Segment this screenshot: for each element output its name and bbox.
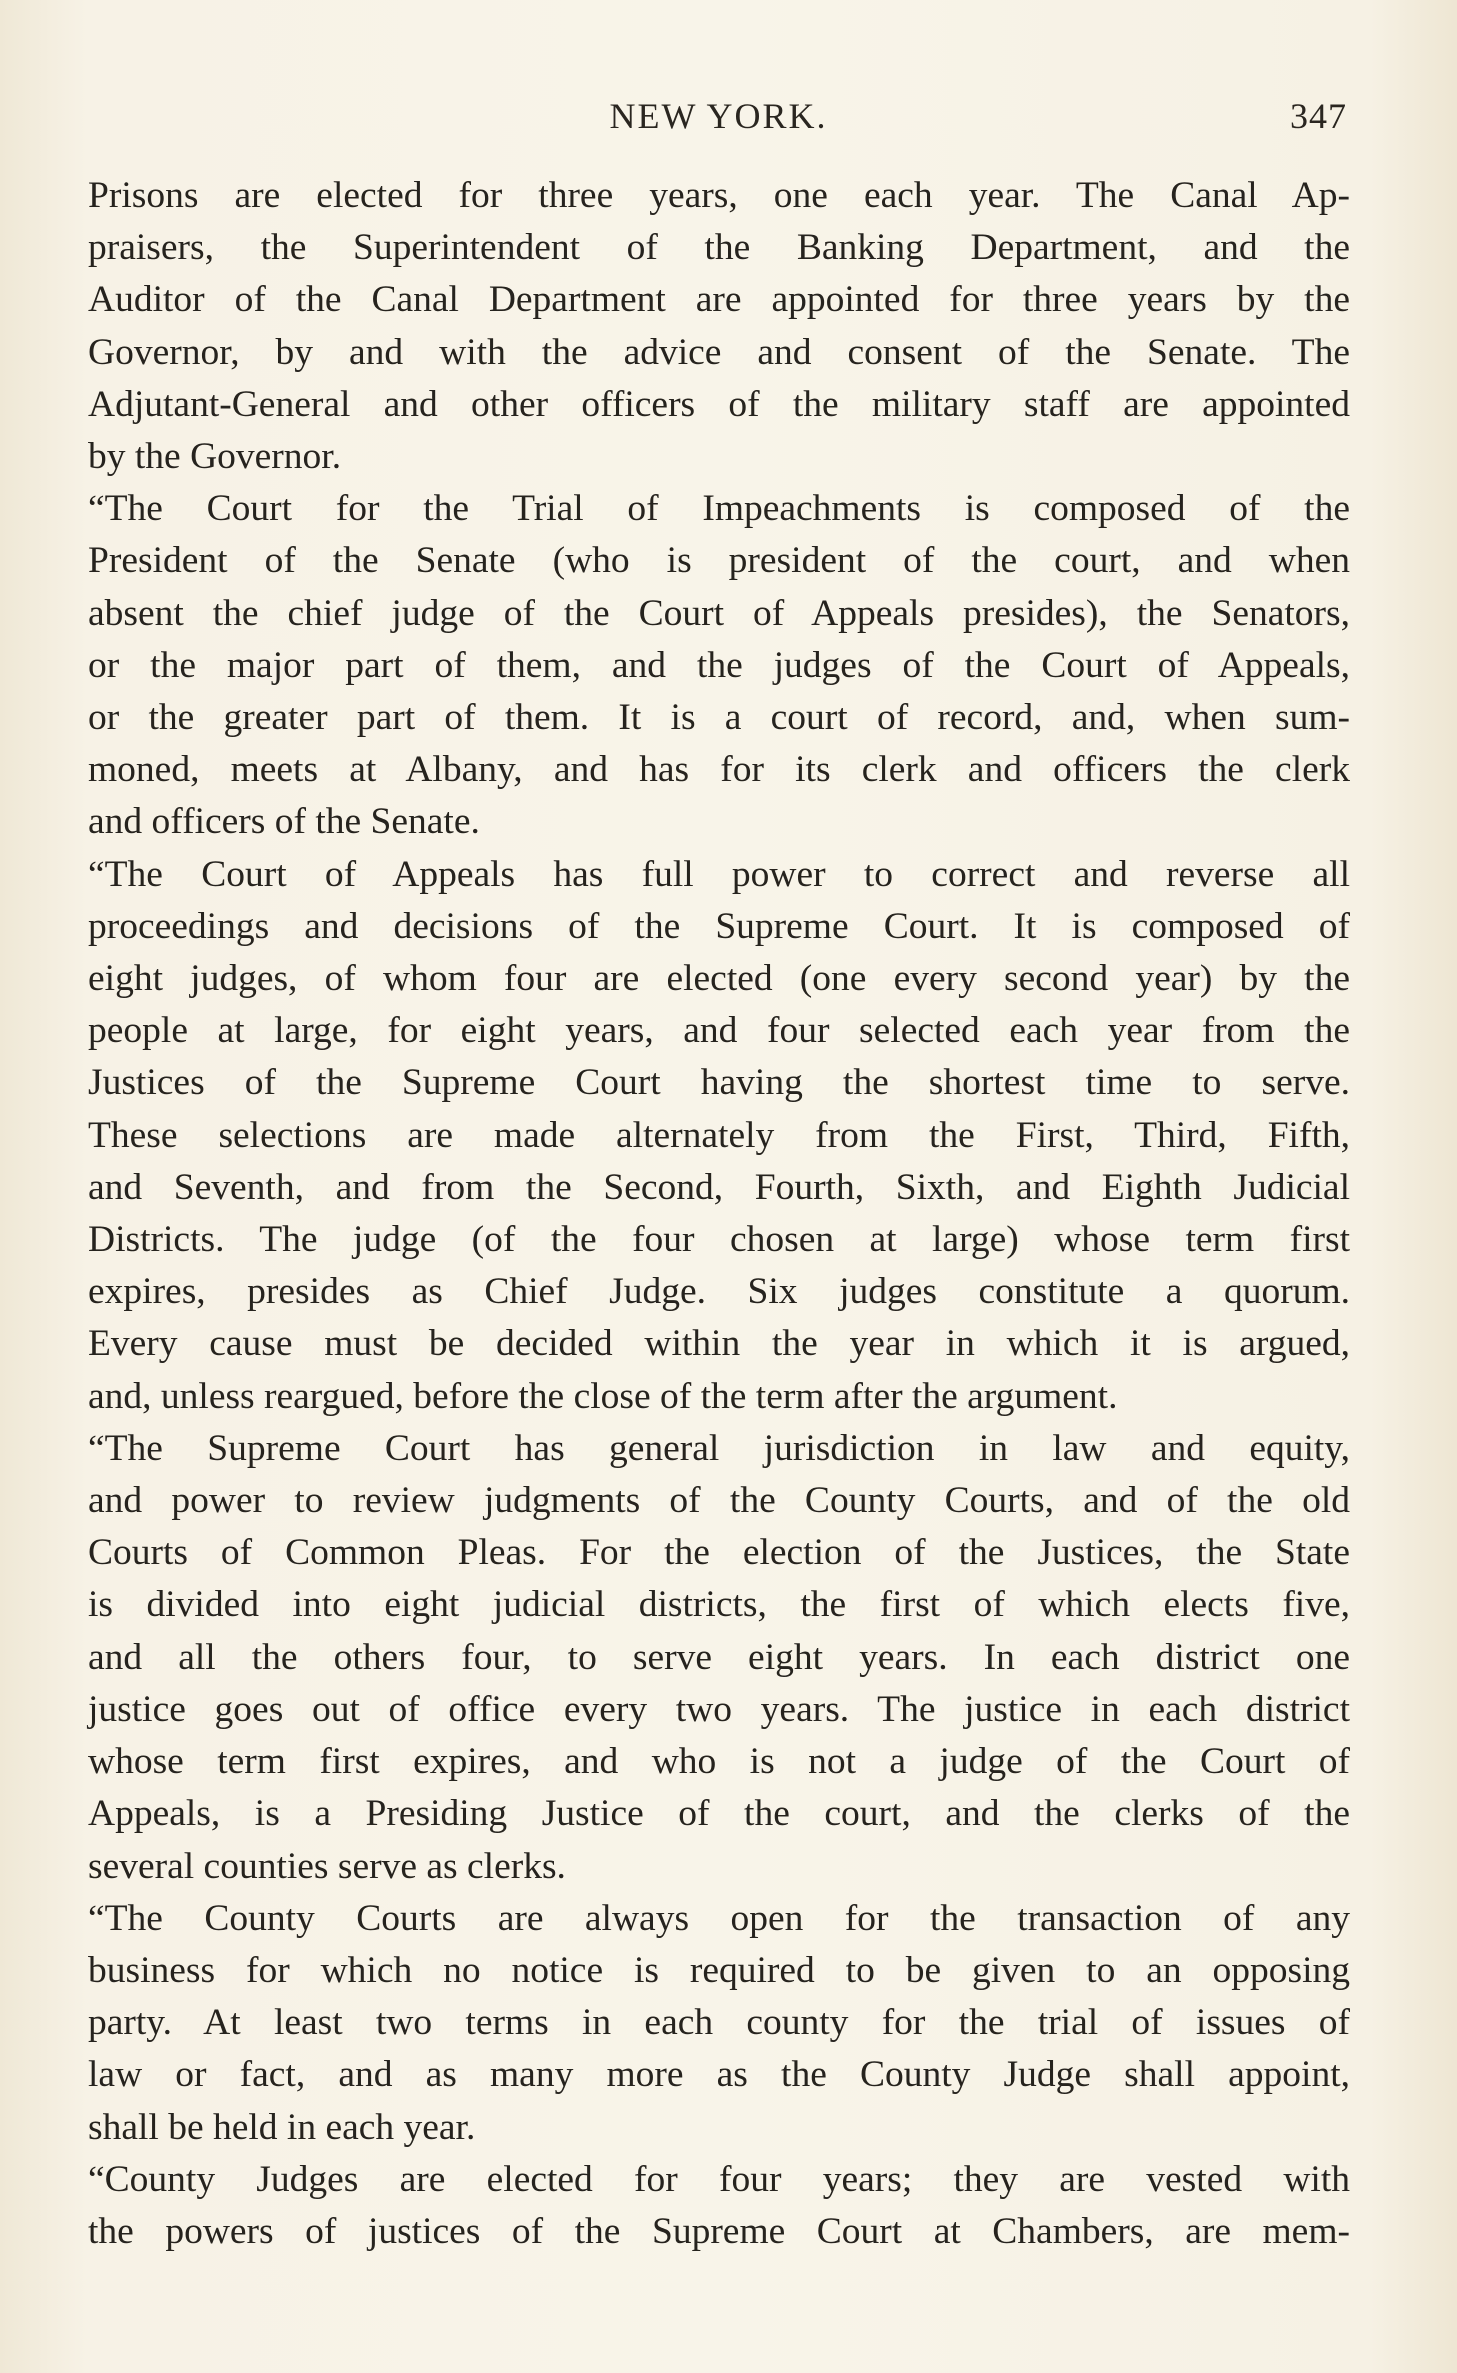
text-line: is divided into eight judicial districts, the first of which elects five, bbox=[88, 1584, 1350, 1626]
text-line: These selections are made alternately from the First, Third, Fifth, bbox=[88, 1114, 1350, 1156]
text-line: Auditor of the Canal Department are appointed for three years by the bbox=[88, 279, 1350, 321]
text-line: and, unless reargued, before the close of the term after the argument. bbox=[88, 1375, 1118, 1417]
text-line: shall be held in each year. bbox=[88, 2106, 476, 2148]
text-line: “The County Courts are always open for the transaction of any bbox=[88, 1897, 1350, 1939]
text-line: praisers, the Superintendent of the Banking Department, and the bbox=[88, 227, 1350, 269]
text-line: President of the Senate (who is president of the court, and when bbox=[88, 540, 1350, 582]
paragraph-1 bbox=[88, 170, 1350, 483]
text-line: Prisons are elected for three years, one each year. The Canal Ap- bbox=[88, 175, 1350, 216]
text-line: “The Supreme Court has general jurisdiction in law and equity, bbox=[88, 1427, 1350, 1469]
text-line: people at large, for eight years, and four selected each year from the bbox=[88, 1010, 1350, 1052]
text-line: and Seventh, and from the Second, Fourth, Sixth, and Eighth Judicial bbox=[88, 1166, 1350, 1208]
text-line: business for which no notice is required to be given to an opposing bbox=[88, 1949, 1350, 1991]
running-head bbox=[90, 95, 1347, 145]
text-line: Justices of the Supreme Court having the shortest time to serve. bbox=[88, 1062, 1350, 1104]
text-line: and power to review judgments of the County Courts, and of the old bbox=[88, 1480, 1350, 1522]
paragraph-county-judges bbox=[88, 2154, 1350, 2258]
paragraph-court-of-appeals bbox=[88, 849, 1350, 1423]
text-line: Courts of Common Pleas. For the election of the Justices, the State bbox=[88, 1532, 1350, 1574]
text-line: and officers of the Senate. bbox=[88, 801, 480, 843]
page-number: 347 bbox=[1290, 96, 1347, 136]
text-line: Districts. The judge (of the four chosen at large) whose term first bbox=[88, 1219, 1350, 1261]
text-line: Appeals, is a Presiding Justice of the court, and the clerks of the bbox=[88, 1793, 1350, 1835]
text-line: justice goes out of office every two years. The justice in each district bbox=[88, 1688, 1350, 1730]
text-line: absent the chief judge of the Court of Appeals presides), the Senators, bbox=[88, 592, 1350, 634]
text-line: by the Governor. bbox=[88, 436, 342, 478]
text-line: party. At least two terms in each county for the trial of issues of bbox=[88, 2002, 1350, 2044]
text-line: and all the others four, to serve eight years. In each district one bbox=[88, 1636, 1350, 1678]
paragraph-impeachment-court bbox=[88, 483, 1350, 848]
paragraph-supreme-court bbox=[88, 1423, 1350, 1893]
text-line: law or fact, and as many more as the County Judge shall appoint, bbox=[88, 2054, 1350, 2096]
text-line: “The Court for the Trial of Impeachments is composed of the bbox=[88, 488, 1350, 530]
text-line: expires, presides as Chief Judge. Six judges constitute a quorum. bbox=[88, 1271, 1350, 1313]
paragraph-county-courts bbox=[88, 1893, 1350, 2154]
text-line: the powers of justices of the Supreme Court at Chambers, are mem- bbox=[88, 2210, 1350, 2252]
text-line: “The Court of Appeals has full power to correct and reverse all bbox=[88, 853, 1350, 895]
body-text bbox=[88, 170, 1350, 2258]
text-line: moned, meets at Albany, and has for its clerk and officers the clerk bbox=[88, 749, 1350, 791]
text-line: several counties serve as clerks. bbox=[88, 1845, 566, 1887]
text-line: “County Judges are elected for four years; they are vested with bbox=[88, 2158, 1350, 2200]
running-title: NEW YORK. bbox=[609, 96, 828, 136]
text-line: Adjutant-General and other officers of the military staff are appointed bbox=[88, 383, 1350, 425]
text-line: eight judges, of whom four are elected (one every second year) by the bbox=[88, 958, 1350, 1000]
text-line: or the major part of them, and the judges of the Court of Appeals, bbox=[88, 644, 1350, 686]
text-line: Governor, by and with the advice and consent of the Senate. The bbox=[88, 331, 1350, 373]
text-line: whose term first expires, and who is not a judge of the Court of bbox=[88, 1741, 1350, 1783]
text-line: Every cause must be decided within the year in which it is argued, bbox=[88, 1323, 1350, 1365]
text-line: proceedings and decisions of the Supreme Court. It is composed of bbox=[88, 905, 1350, 947]
text-line: or the greater part of them. It is a court of record, and, when sum- bbox=[88, 697, 1350, 739]
